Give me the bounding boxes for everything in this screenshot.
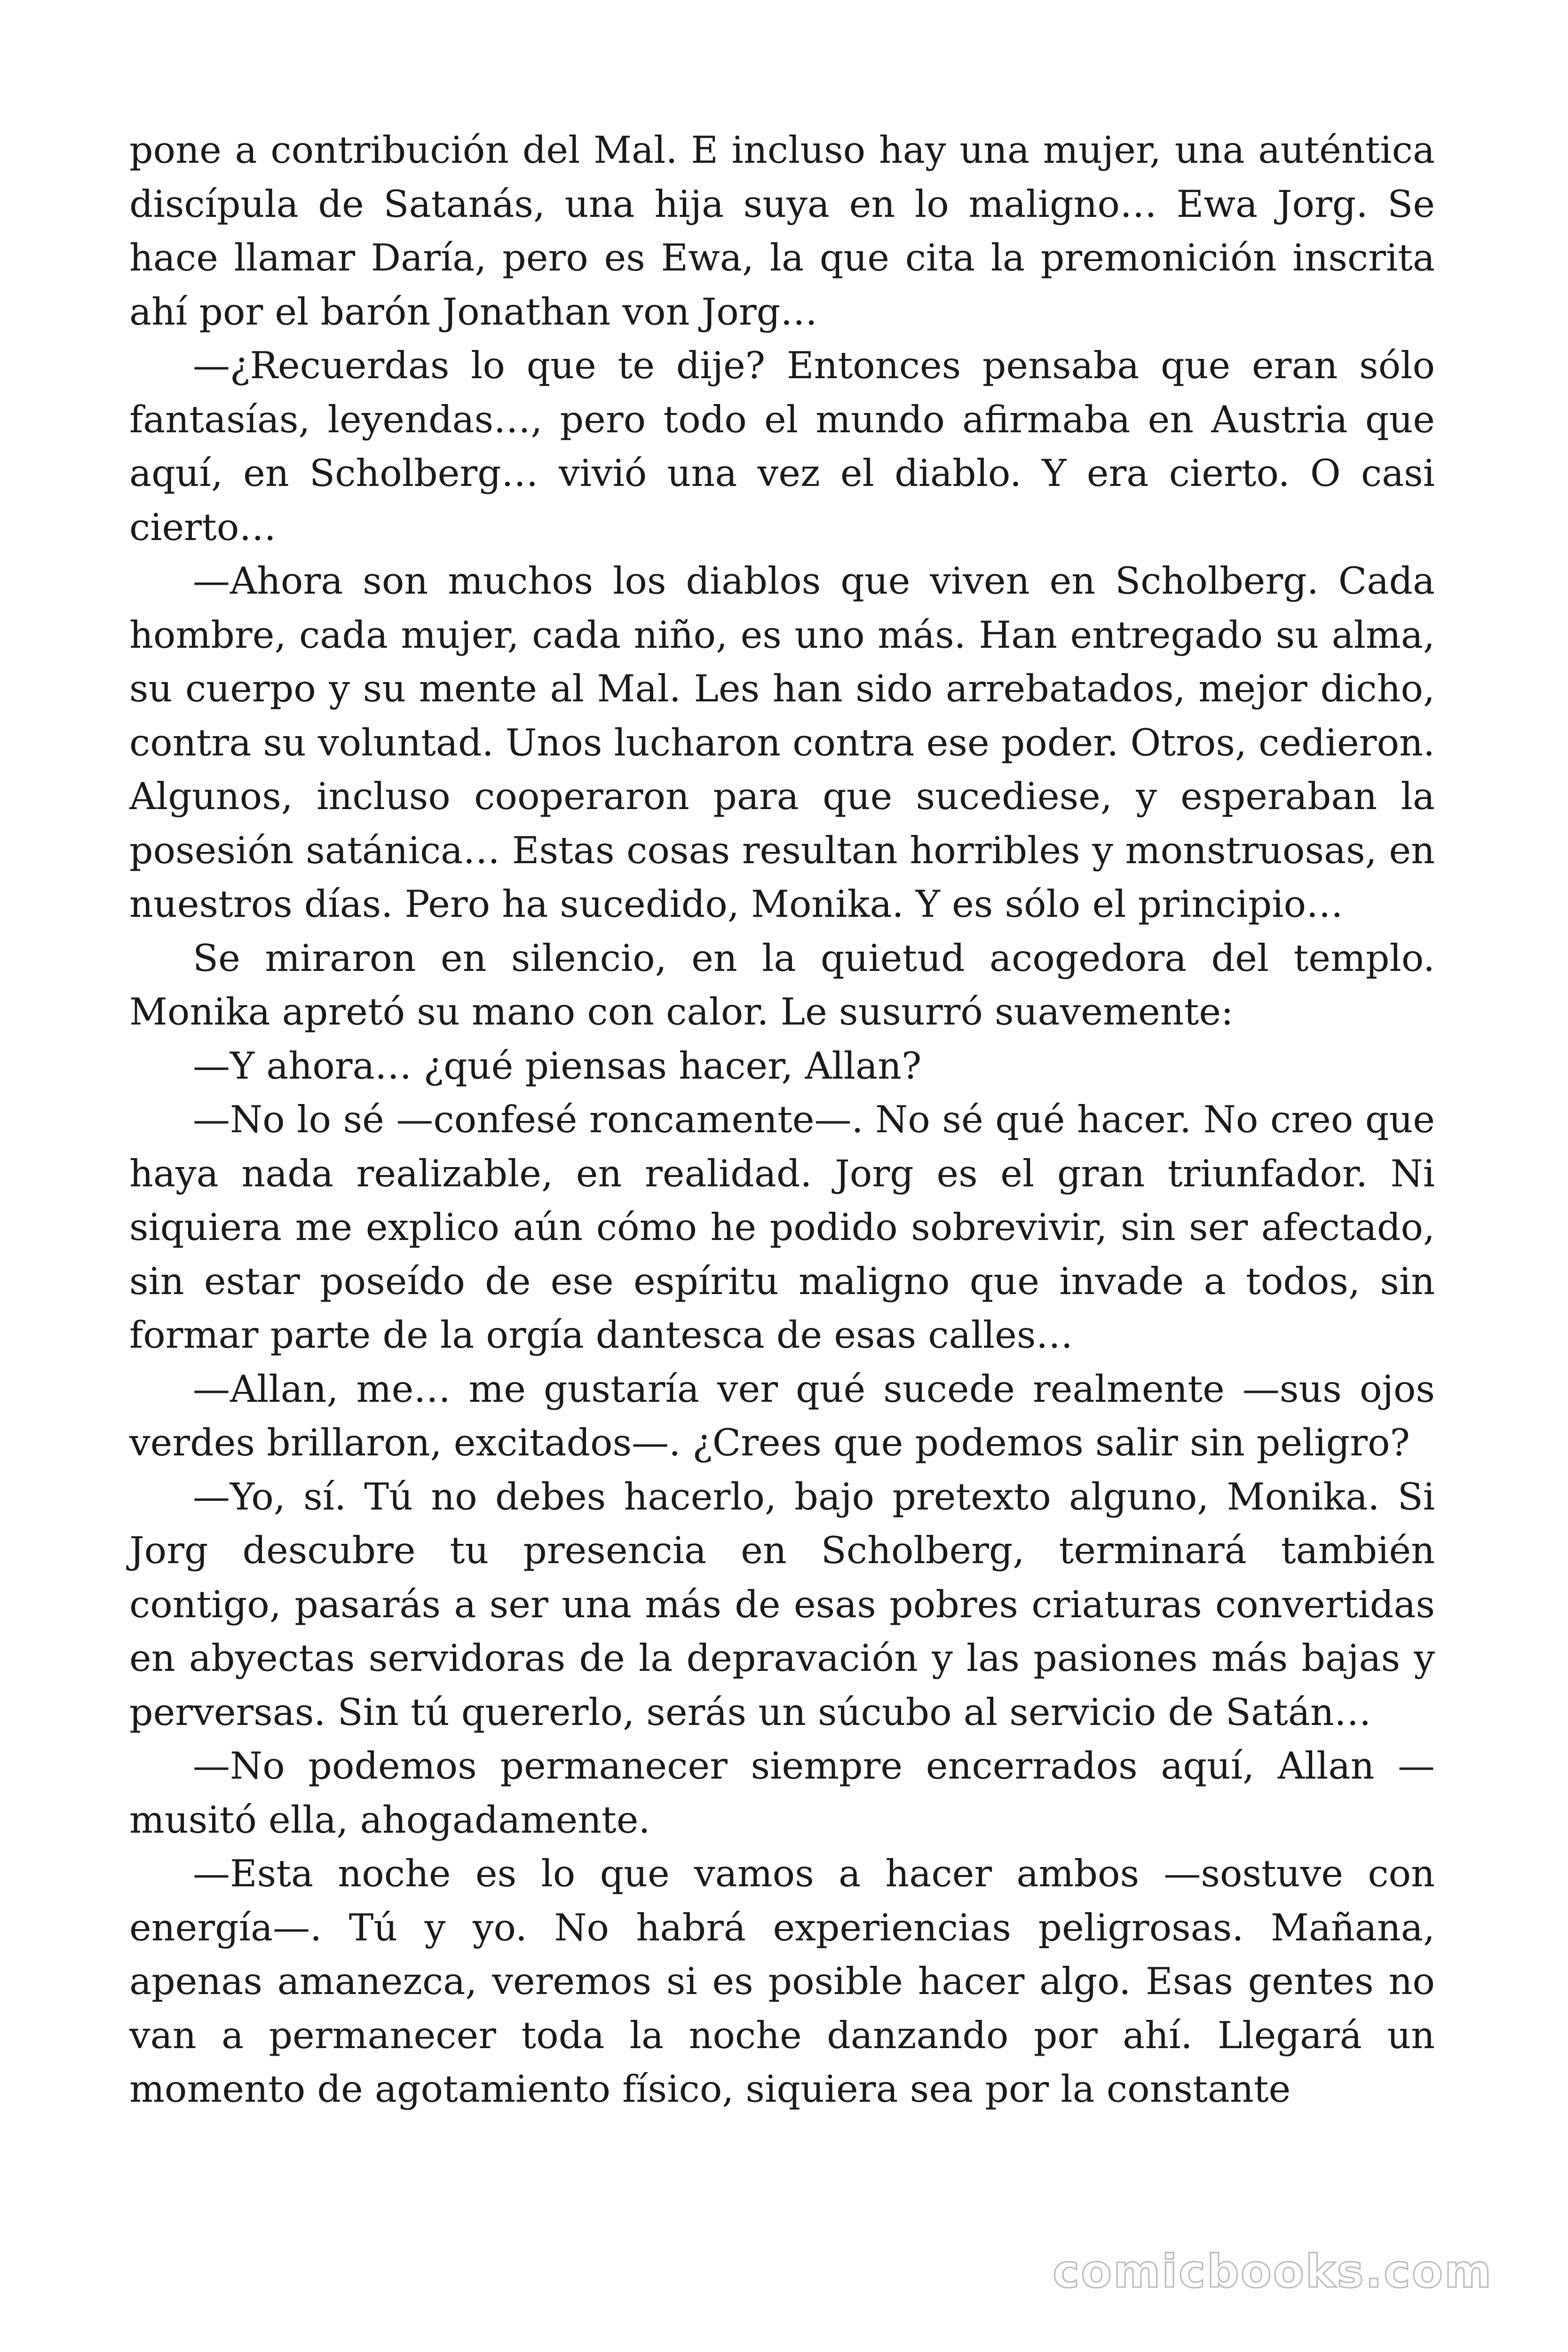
paragraph-10: —Esta noche es lo que vamos a hacer ambos —sostuve con energía—. Tú y yo. No habrá experiencias peligrosas. Mañana, apenas amanezca, veremos si es posible hacer algo. Esas gentes no van a permanecer toda la noche danzando por ahí. Llegará un momento de agotamiento físico, siquiera sea por la constante [129, 1852, 1435, 2111]
paragraph-9: —No podemos permanecer siempre encerrados aquí, Allan —musitó ella, ahogadamente. [129, 1744, 1435, 1842]
paragraph-2: —¿Recuerdas lo que te dije? Entonces pensaba que eran sólo fantasías, leyendas…, pero todo el mundo afirmaba en Austria que aquí, en Scholberg… vivió una vez el diablo. Y era cierto. O casi cierto… [129, 344, 1435, 549]
paragraph-5: —Y ahora… ¿qué piensas hacer, Allan? [193, 1044, 922, 1088]
paragraph-7: —Allan, me… me gustaría ver qué sucede realmente —sus ojos verdes brillaron, excitados—. ¿Crees que podemos salir sin peligro? [129, 1367, 1435, 1464]
paragraph-3: —Ahora son muchos los diablos que viven en Scholberg. Cada hombre, cada mujer, cada niño, es uno más. Han entregado su alma, su cuerpo y su mente al Mal. Les han sido arrebatados, mejor dicho, contra su voluntad. Unos lucharon contra ese poder. Otros, cedieron. Algunos, incluso cooperaron para que sucediese, y esperaban la posesión satánica… Estas cosas resultan horribles y monstruosas, en nuestros días. Pero ha sucedido, Monika. Y es sólo el principio… [129, 559, 1435, 926]
paragraph-4: Se miraron en silencio, en la quietud acogedora del templo. Monika apretó su mano con calor. Le susurró suavemente: [129, 936, 1435, 1033]
paragraph-6: —No lo sé —confesé roncamente—. No sé qué hacer. No creo que haya nada realizable, en realidad. Jorg es el gran triunfador. Ni siquiera me explico aún cómo he podido sobrevivir, sin ser afectado, sin estar poseído de ese espíritu maligno que invade a todos, sin formar parte de la orgía dantesca de esas calles… [129, 1098, 1435, 1357]
paragraph-8: —Yo, sí. Tú no debes hacerlo, bajo pretexto alguno, Monika. Si Jorg descubre tu presencia en Scholberg, terminará también contigo, pasarás a ser una más de esas pobres criaturas convertidas en abyectas servidoras de la depravación y las pasiones más bajas y perversas. Sin tú quererlo, serás un súcubo al servicio de Satán… [129, 1475, 1435, 1734]
watermark: comicbooks.com [1053, 2245, 1493, 2298]
body-text [129, 123, 1435, 2116]
paragraph-1: pone a contribución del Mal. E incluso hay una mujer, una auténtica discípula de Satanás, una hija suya en lo maligno… Ewa Jorg. Se hace llamar Daría, pero es Ewa, la que cita la premonición inscrita ahí por el barón Jonathan von Jorg… [129, 128, 1435, 334]
